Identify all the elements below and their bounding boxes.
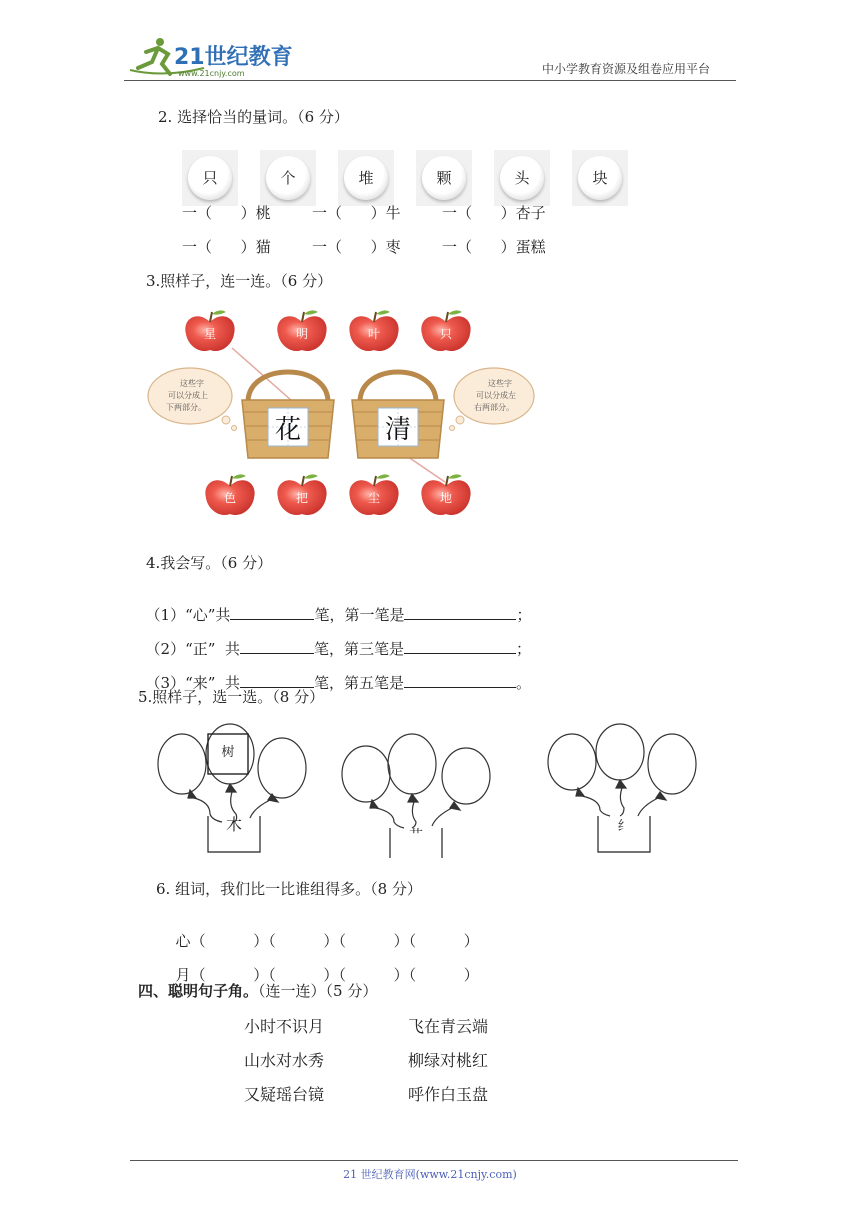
word-blank[interactable]: （ ）: [408, 932, 479, 950]
q6-title: 6. 组词，我们比一比谁组得多。（8 分）: [156, 880, 422, 898]
q2-item: 一（ ）杏子: [442, 204, 546, 222]
svg-text:只: 只: [439, 327, 453, 341]
q4-text: 笔，第五笔是: [313, 674, 404, 692]
section4-title: [138, 980, 377, 1001]
word-blank[interactable]: （ ）: [190, 932, 269, 950]
apple-top: [349, 310, 398, 351]
apple-top: [277, 310, 326, 351]
bowl-char: 块: [592, 169, 608, 187]
bowl-card: [260, 150, 316, 206]
balloon-group-3: [548, 724, 696, 852]
q2-item: 一（ ）猫: [182, 238, 271, 256]
header-platform-text: 中小学教育资源及组卷应用平台: [542, 62, 711, 76]
header-divider: [124, 80, 736, 81]
logo-url: www.21cnjy.com: [178, 69, 245, 78]
bowl-card: [416, 150, 472, 206]
apple-bottom: [421, 474, 470, 515]
q4-text: （3）“来” 共: [145, 674, 240, 692]
svg-text:纟: 纟: [617, 819, 631, 834]
q2-title: 2. 选择恰当的量词。（6 分）: [158, 108, 349, 126]
svg-text:下两部分。: 下两部分。: [166, 403, 206, 412]
bowl-char: 只: [202, 169, 218, 187]
apple-bottom: [349, 474, 398, 515]
svg-text:木: 木: [225, 815, 243, 834]
balloon-group-1: [158, 724, 306, 852]
answer-blank[interactable]: [404, 605, 516, 620]
apple-bottom: [205, 474, 254, 515]
svg-text:尘: 尘: [367, 491, 381, 505]
section4-heading: 四、聪明句子角。: [138, 982, 259, 1000]
svg-text:可以分成上: 可以分成上: [168, 391, 208, 400]
q2-item: 一（ ）牛: [312, 204, 401, 222]
q2-item: 一（ ）蛋糕: [442, 238, 546, 256]
answer-blank[interactable]: [404, 673, 516, 688]
q4-text: 。: [515, 674, 531, 692]
footer-divider: [130, 1160, 738, 1161]
q4-text: （2）“正” 共: [145, 640, 240, 658]
bowl-card: [182, 150, 238, 206]
word-blank[interactable]: （ ）: [190, 966, 269, 984]
word-blank[interactable]: （ ）: [338, 932, 409, 950]
q4-text: ；: [516, 606, 532, 624]
bowl-char: 堆: [358, 169, 374, 187]
word-blank[interactable]: （ ）: [338, 966, 409, 984]
word-blank[interactable]: （ ）: [408, 966, 479, 984]
thought-bubble-right: [450, 368, 535, 431]
bowl-char: 颗: [436, 169, 452, 187]
svg-text:树: 树: [221, 745, 235, 760]
answer-blank[interactable]: [240, 639, 314, 654]
svg-text:星: 星: [203, 327, 217, 341]
q4-text: （1）“心”共: [145, 606, 231, 624]
q3-title: 3.照样子，连一连。（6 分）: [146, 272, 333, 290]
svg-text:色: 色: [223, 491, 237, 505]
svg-text:这些字: 这些字: [488, 379, 512, 388]
bowl-char: 头: [514, 169, 530, 187]
q2-item: 一（ ）枣: [312, 238, 401, 256]
bowl-char: 个: [280, 169, 296, 187]
svg-text:地: 地: [439, 491, 453, 505]
balloon-group-2: [342, 734, 490, 858]
bowl-card: [494, 150, 550, 206]
answer-blank[interactable]: [404, 639, 516, 654]
svg-text:把: 把: [295, 491, 309, 505]
basket-left: [242, 372, 334, 458]
apple-basket-figure: [140, 300, 540, 530]
q2-item: 一（ ）桃: [182, 204, 271, 222]
balloon-figure: [150, 718, 710, 858]
basket-right: [352, 372, 444, 458]
svg-text:明: 明: [295, 327, 309, 341]
svg-text:清: 清: [384, 415, 412, 445]
q5-title: 5.照样子，选一选。（8 分）: [138, 688, 325, 706]
poem-right[interactable]: 呼作白玉盘: [408, 1085, 489, 1104]
site-logo: [124, 34, 294, 80]
word-blank[interactable]: （ ）: [268, 966, 339, 984]
word-blank[interactable]: （ ）: [268, 932, 339, 950]
logo-text: 21世纪教育: [174, 45, 293, 70]
q4-text: 笔，第三笔是: [313, 640, 404, 658]
bowl-card: [572, 150, 628, 206]
poem-left[interactable]: 又疑瑶台镜: [244, 1085, 325, 1104]
svg-text:这些字: 这些字: [180, 379, 204, 388]
q6-char: 心: [175, 932, 191, 950]
apple-top: [185, 310, 234, 351]
thought-bubble-left: [148, 368, 237, 431]
poem-right[interactable]: 柳绿对桃红: [408, 1051, 489, 1070]
section4-sub: （连一连）（5 分）: [258, 982, 378, 1000]
poem-left[interactable]: 山水对水秀: [244, 1051, 325, 1070]
q4-text: 笔，第一笔是: [314, 606, 405, 624]
apple-top: [421, 310, 470, 351]
svg-text:可以分成左: 可以分成左: [476, 391, 516, 400]
svg-text:右两部分。: 右两部分。: [474, 403, 514, 412]
q4-text: ；: [515, 640, 531, 658]
poem-right[interactable]: 飞在青云端: [408, 1017, 489, 1036]
svg-text:艹: 艹: [409, 828, 423, 844]
svg-text:叶: 叶: [367, 327, 381, 341]
bowl-card: [338, 150, 394, 206]
apple-bottom: [277, 474, 326, 515]
answer-blank[interactable]: [230, 605, 314, 620]
q4-title: 4.我会写。（6 分）: [146, 554, 273, 572]
q6-char: 月: [175, 966, 191, 984]
poem-left[interactable]: 小时不识月: [244, 1017, 325, 1036]
svg-text:花: 花: [274, 415, 302, 445]
footer-link[interactable]: 21 世纪教育网(www.21cnjy.com): [343, 1168, 517, 1181]
